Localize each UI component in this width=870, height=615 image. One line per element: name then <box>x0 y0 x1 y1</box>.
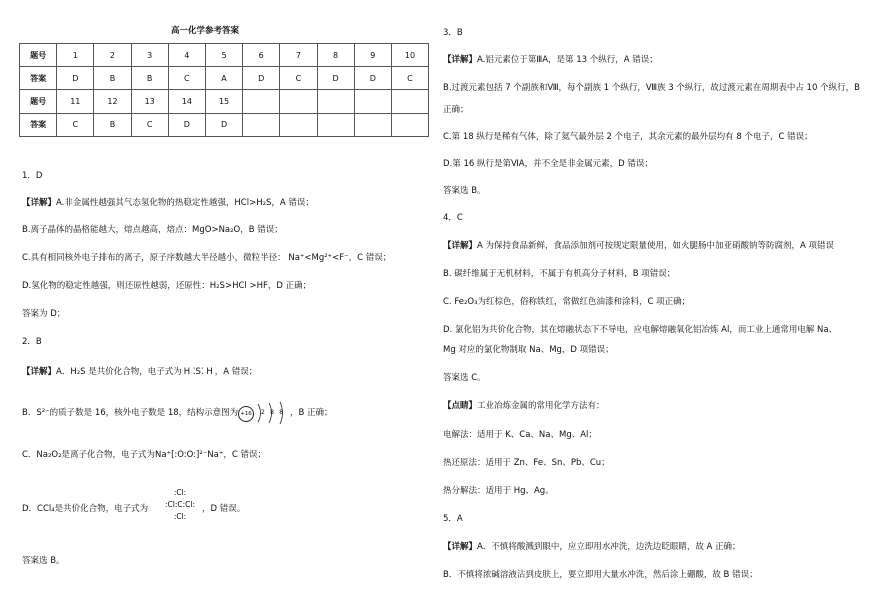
answer-cell: D <box>57 67 94 90</box>
tip-tag: 【点睛】 <box>443 401 478 411</box>
ccl4-electron-formula <box>156 487 204 527</box>
q2-d-post: ，D 错误。 <box>202 504 246 514</box>
tip-electrolysis: 电解法：适用于 K、Ca、Na、Mg、Al； <box>443 430 597 440</box>
answer-cell: 7 <box>280 44 317 67</box>
answer-cell: 11 <box>57 90 94 113</box>
answer-cell: 5 <box>205 44 242 67</box>
q1-line-d: D.氢化物的稳定性越强，则还原性越弱，还原性：H₂S>HCl >HF，D 正确； <box>22 281 312 291</box>
tip-line <box>443 402 605 411</box>
answer-cell <box>354 90 391 113</box>
q3-line-c: C.第 18 纵行是稀有气体，除了氦气最外层 2 个电子，其余元素的最外层均有 8 个电子，C 错误； <box>443 132 813 142</box>
answer-cell: B <box>94 67 131 90</box>
answer-cell <box>317 90 354 113</box>
answer-cell <box>391 90 428 113</box>
q4-line-d2: Mg 对应的氯化物制取 Na、Mg，D 项错误； <box>443 345 614 355</box>
answer-cell: 13 <box>131 90 168 113</box>
answer-cell: D <box>317 67 354 90</box>
answer-cell: D <box>205 113 242 136</box>
q4-line-d1: D. 氯化铝为共价化合物，其在熔融状态下不导电，应电解熔融氧化铝冶炼 Al，而工业上通常用电解 Na、 <box>443 325 838 335</box>
q4-number: 4．C <box>443 213 463 223</box>
q5-a-text: A．不慎将酸溅到眼中，应立即用水冲洗，边洗边眨眼睛，故 A 正确； <box>477 542 741 552</box>
q3-line-d: D.第 16 纵行是第ⅥA，并不全是非金属元素，D 错误； <box>443 159 653 169</box>
q2-c-pre: C．Na₂O₂是离子化合物，电子式为 <box>22 450 156 460</box>
answer-cell: B <box>131 67 168 90</box>
ccl4-top: :Cl: <box>173 488 187 497</box>
q1-number: 1．D <box>22 171 43 181</box>
row-header: 题号 <box>20 90 57 113</box>
answer-cell <box>391 113 428 136</box>
answer-cell: 4 <box>168 44 205 67</box>
answer-cell <box>280 113 317 136</box>
tip-text: 工业冶炼金属的常用化学方法有： <box>477 401 605 411</box>
answer-cell <box>317 113 354 136</box>
nucleus: +16 <box>238 406 254 422</box>
q2-c-post: ，C 错误； <box>223 450 266 460</box>
answer-cell: 3 <box>131 44 168 67</box>
ccl4-bot: :Cl: <box>173 512 187 521</box>
answer-cell: D <box>168 113 205 136</box>
q4-line-c: C. Fe₂O₃为红棕色，俗称铁红，常做红色油漆和涂料，C 项正确； <box>443 297 691 307</box>
q2-a-post: ，A 错误； <box>214 367 258 377</box>
detail-tag: 【详解】 <box>443 55 478 65</box>
shell-counts: 2 8 8 <box>261 409 284 416</box>
q5-line-b: B．不慎将浓碱溶液沾到皮肤上，要立即用大量水冲洗，然后涂上硼酸，故 B 错误； <box>443 570 758 580</box>
answer-cell: B <box>94 113 131 136</box>
answer-cell: 14 <box>168 90 205 113</box>
answer-cell: 10 <box>391 44 428 67</box>
sulfide-structure-diagram <box>236 401 292 425</box>
answer-cell <box>354 113 391 136</box>
answer-cell: 6 <box>243 44 280 67</box>
tip-thermal-reduction: 热还原法：适用于 Zn、Fe、Sn、Pb、Cu； <box>443 458 610 468</box>
answer-cell: 2 <box>94 44 131 67</box>
answer-table <box>19 43 429 137</box>
row-header: 题号 <box>20 44 57 67</box>
ccl4-mid: :Cl:C:Cl: <box>165 500 195 509</box>
answer-cell: A <box>205 67 242 90</box>
answer-cell: D <box>354 67 391 90</box>
q1-line-a <box>22 199 314 208</box>
detail-tag: 【详解】 <box>22 198 57 208</box>
q3-line-a <box>443 56 658 65</box>
q3-line-b2: 正确； <box>443 105 469 115</box>
q2-answer: 答案选 B。 <box>22 556 65 566</box>
q2-line-d-pre: D．CCl₄是共价化合物，电子式为 <box>22 504 149 514</box>
row-header: 答案 <box>20 67 57 90</box>
answer-table-row <box>20 90 429 113</box>
answer-cell: 12 <box>94 90 131 113</box>
answer-cell: C <box>57 113 94 136</box>
na2o2-electron-formula: Na⁺[:O:O:]²⁻Na⁺ <box>155 450 224 460</box>
q3-number: 3．B <box>443 28 463 38</box>
q2-line-b <box>22 409 238 418</box>
q2-b-post: ，B 正确； <box>290 408 333 418</box>
q4-line-a <box>443 242 834 251</box>
answer-cell: C <box>391 67 428 90</box>
answer-cell: 8 <box>317 44 354 67</box>
q2-number: 2．B <box>22 337 42 347</box>
answer-cell: C <box>168 67 205 90</box>
q5-number: 5．A <box>443 514 463 524</box>
q3-a-text: A.铝元素位于第ⅢA，是第 13 个纵行，A 错误； <box>477 55 658 65</box>
answer-cell <box>280 90 317 113</box>
answer-table-row <box>20 44 429 67</box>
detail-tag: 【详解】 <box>22 367 57 377</box>
answer-cell: 15 <box>205 90 242 113</box>
h2s-electron-formula: H ⁚S⁚ H <box>183 367 213 377</box>
row-header: 答案 <box>20 113 57 136</box>
answer-cell: D <box>243 67 280 90</box>
answer-cell <box>243 113 280 136</box>
q1-a-text: A.非金属性越强其气态氢化物的热稳定性越强，HCl>H₂S，A 错误； <box>56 198 314 208</box>
answer-cell: 1 <box>57 44 94 67</box>
q2-line-a <box>22 368 257 377</box>
q4-answer: 答案选 C。 <box>443 373 486 383</box>
answer-cell: C <box>280 67 317 90</box>
detail-tag: 【详解】 <box>443 241 478 251</box>
q4-a-text: A 为保持食品新鲜，食品添加剂可按规定限量使用，如火腿肠中加亚硝酸钠等防腐剂，A 项错误 <box>477 241 835 251</box>
q2-line-c <box>22 451 266 460</box>
answer-table-row <box>20 67 429 90</box>
q2-b-pre: B．S²⁻的质子数是 16，核外电子数是 18，结构示意图为 <box>22 408 239 418</box>
q3-answer: 答案选 B。 <box>443 186 486 196</box>
q5-line-a <box>443 543 741 552</box>
q2-a-pre: A．H₂S 是共价化合物，电子式为 <box>56 367 182 377</box>
q1-answer: 答案为 D； <box>22 309 66 319</box>
page-title: 高一化学参考答案 <box>170 26 239 36</box>
answer-table-row <box>20 113 429 136</box>
q1-line-c: C.具有相同核外电子排布的离子，原子序数越大半径越小，微粒半径： Na⁺<Mg²⁺<F⁻，C 错误； <box>22 253 392 263</box>
answer-cell: C <box>131 113 168 136</box>
detail-tag: 【详解】 <box>443 542 478 552</box>
q1-line-b: B.离子晶体的晶格能越大，熔点越高，熔点：MgO>Na₂O，B 错误； <box>22 225 283 235</box>
tip-thermal-decomposition: 热分解法：适用于 Hg、Ag。 <box>443 486 554 496</box>
answer-cell <box>243 90 280 113</box>
answer-cell: 9 <box>354 44 391 67</box>
q4-line-b: B. 碳纤维属于无机材料，不属于有机高分子材料，B 项错误； <box>443 269 676 279</box>
q3-line-b1: B.过渡元素包括 7 个副族和Ⅷ，每个副族 1 个纵行，Ⅷ族 3 个纵行，故过渡元素在周期表中占 10 个纵行，B <box>443 83 860 93</box>
